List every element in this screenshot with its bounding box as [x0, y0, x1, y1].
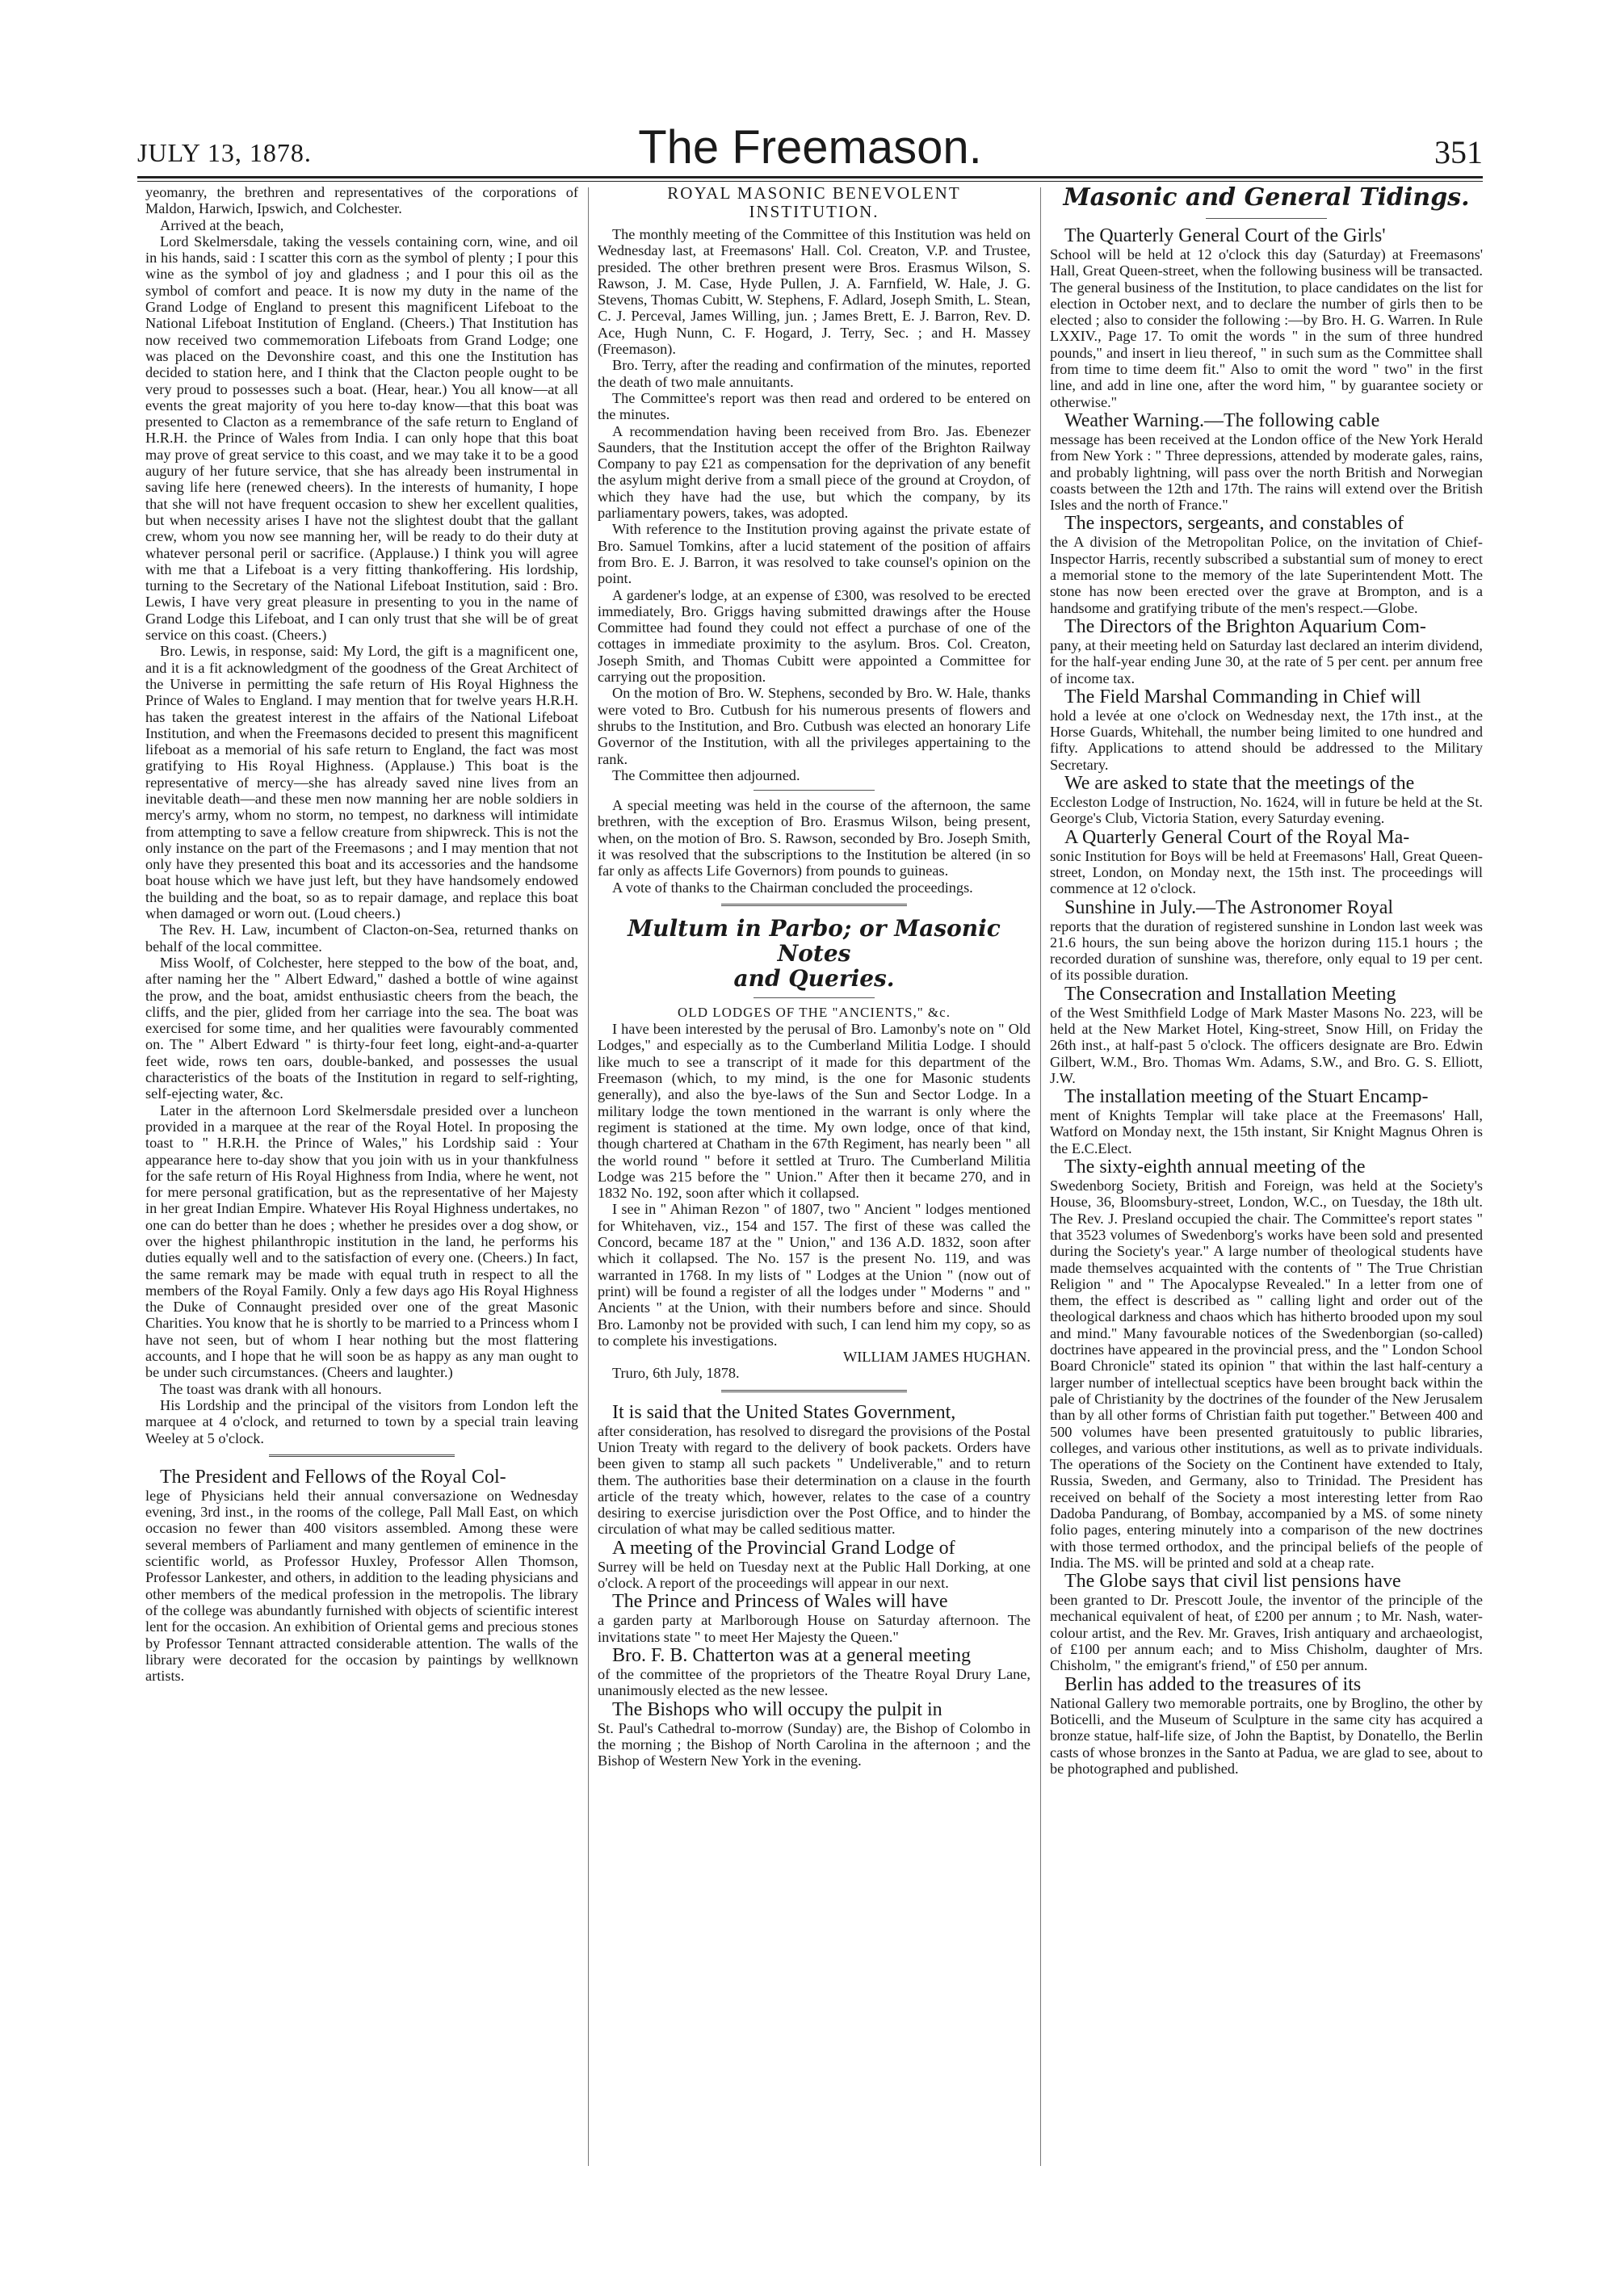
article-paragraph: I see in " Ahiman Rezon " of 1807, two " Ancient " lodges mentioned for Whitehaven, viz., 154 and 157. The first of these was called the Concord, became 187 at the " Union," and 136 A.D. 1832, soon after which it collapsed. The No. 157 is the present No. 119, and was warranted in 1768. In my lists of " Lodges at the Union " (now out of print) will be found a register of all the lodges under " Moderns " and " Ancients " at the Union, with their numbers before and since. Should Bro. Lamonby not be provided with such, I can lend him my copy, so as to complete his investigations.	[598, 1201, 1031, 1349]
news-item-lead: Weather Warning.—The following cable	[1064, 409, 1380, 431]
news-item-body: of the committee of the proprietors of the Theatre Royal Drury Lane, unanimously elected as the new lessee.	[598, 1665, 1031, 1699]
masthead-rule-thin	[137, 181, 1483, 182]
title-divider	[1206, 218, 1327, 219]
news-item-lead: It is said that the United States Government,	[612, 1401, 956, 1423]
article-paragraph: A vote of thanks to the Chairman concluded the proceedings.	[612, 879, 973, 896]
news-item-body: pany, at their meeting held on Saturday last declared an interim dividend, for the half-year ending June 30, at the rate of 5 per cent. per annum free of income tax.	[1050, 636, 1483, 686]
news-item	[1050, 513, 1483, 615]
news-item-lead: The Quarterly General Court of the Girls'	[1064, 225, 1386, 246]
article-paragraph: Bro. Lewis, in response, said: My Lord, the gift is a magnificent one, and it is a fit acknowledgment of the goodness of the Great Architect of the Universe in permitting the safe return of His Royal Highness the Prince of Wales to England. I may mention that for twelve years H.R.H. has taken the greatest interest in the affairs of the National Lifeboat Institution, and when the Freemasons decided to present this magnificent lifeboat as a memorial of his safe return to England, the fact was most gratifying to His Royal Highness. (Applause.) This boat is the representative of mercy—she has already saved nine lives from an inevitable death—and these men now manning her are noble soldiers in mercy's army, whom no storm, no tempest, no darkness will intimidate from attempting to save a fellow creature from shipwreck. This is not the only instance on the part of the Freemasons ; and I may mention that not only have they presented this boat and its accessories and the handsome boat house which we have just left, but they have handsomely endowed the building and the boat, so as to repair damage, and replace this boat when damaged or worn out. (Loud cheers.)	[145, 643, 578, 922]
article-paragraph: With reference to the Institution proving against the private estate of Bro. Samuel Tomkins, after a lucid statement of the position of affairs from Bro. E. J. Barron, it was resolved to take counsel's opinion on the point.	[598, 521, 1031, 587]
news-item-body: a garden party at Marlborough House on Saturday afternoon. The invitations state " to meet Her Majesty the Queen."	[598, 1612, 1031, 1645]
news-item	[1050, 1571, 1483, 1673]
column-1	[145, 184, 578, 2252]
news-item-body: been granted to Dr. Prescott Joule, the inventor of the principle of the mechanical equivalent of heat, of £200 per annum ; to Mr. Nash, water-colour artist, and the Rev. Mr. Graves, Irish antiquary and archaeologist, of £100 per annum each; and to Miss Chisholm, daughter of Mrs. Chisholm, " the emigrant's friend," of £50 per annum.	[1050, 1592, 1483, 1674]
news-item-body: Eccleston Lodge of Instruction, No. 1624, will in future be held at the St. George's Club, Victoria Station, every Saturday evening.	[1050, 794, 1483, 827]
article-paragraph: Lord Skelmersdale, taking the vessels containing corn, wine, and oil in his hands, said : I scatter this corn as the symbol of plenty ; I pour this wine as the symbol of joy and gladness ; and I pour this oil as the symbol of comfort and peace. It is now my duty in the name of the Grand Lodge of England to present this magnificent Lifeboat to the National Lifeboat Institution of England. (Cheers.) That Institution has now received two commemoration Lifeboats from Grand Lodge; one was placed on the Devonshire coast, and this one the Institution has decided to station here, and I think that the Clacton people ought to be very proud to possesses such a boat. (Hear, hear.) You all know—at all events the great majority of you here to-day know—that this boat was presented to Clacton as a remembrance of the safe return to England of H.R.H. the Prince of Wales from India. I can only hope that this boat may prove of great service to this coast, and we may take it to be a good augury of her future service, that she has already been instrumental in saving life here (renewed cheers). In the interests of humanity, I hope that she will not have frequent occasion to shew her excellent qualities, but when necessity arises I have not the slightest doubt that the gallant crew, whom you now see manning her, will be ready to do their duty at whatever personal peril or sacrifice. (Applause.) I think you will agree with me that a Lifeboat is a very fitting thankoffering. His lordship, turning to the Secretary of the National Lifeboat Institution, said : Bro. Lewis, I have very great pleasure in presenting to you in the name of Grand Lodge this Lifeboat, and I can only trust that she will be of great service on this coast. (Cheers.)	[145, 233, 578, 644]
article-paragraph: yeomanry, the brethren and representatives of the corporations of Maldon, Harwich, Ipswich, and Colchester.	[145, 184, 578, 217]
section-divider	[721, 1390, 907, 1394]
section-divider	[721, 904, 907, 908]
news-item	[1050, 225, 1483, 410]
section-title-line-2: and Queries.	[733, 964, 895, 992]
masthead	[137, 121, 1483, 174]
news-item	[1050, 1674, 1483, 1777]
article-paragraph: Miss Woolf, of Colchester, here stepped to the bow of the boat, and, after naming her the " Albert Edward," dashed a bottle of wine against the prow, and the boat, amidst enthusiastic cheers from the beach, the cliffs, and the pier, glided from her carriage into the sea. The boat was exercised for some time, and her qualities were favourably commented on. The " Albert Edward " is thirty-four feet long, eight-and-a-quarter feet wide, rows ten oars, double-banked, and possesses the usual characteristics of the boats of the Institution in regard to self-righting, self-ejecting water, &c.	[145, 954, 578, 1102]
news-item-body: sonic Institution for Boys will be held at Freemasons' Hall, Great Queen-street, London, on Monday next, the 15th inst. The proceedings will commence at 12 o'clock.	[1050, 847, 1483, 897]
news-item-body: the A division of the Metropolitan Police, on the invitation of Chief-Inspector Harris, recently subscribed a substantial sum of money to erect a memorial stone to the memory of the late Superintendent Mott. The stone has now been erected over the grave at Brompton, and is a handsome and gratifying tribute of the men's respect.—Globe.	[1050, 534, 1483, 616]
news-item	[1050, 1156, 1483, 1571]
column-rule	[588, 187, 589, 2166]
news-item	[1050, 1086, 1483, 1156]
news-item-body: reports that the duration of registered sunshine in London last week was 21.6 hours, the sun being above the horizon during 115.1 hours ; the recorded duration of sunshine was, therefore, only equal to 19 per cent. of its possible duration.	[1050, 917, 1483, 984]
column-2	[598, 184, 1031, 2252]
article-paragraph: I have been interested by the perusal of Bro. Lamonby's note on " Old Lodges," and especially as to the Cumberland Militia Lodge. I should like much to see a transcript of it made for this department of the Freemason (which, to my mind, is the one for Masonic students generally), and also the bye-laws of the Sun and Sector Lodge. In a military lodge the town mentioned in the warrant is only where the regiment is stationed at the time. My own lodge, once of that kind, though chartered at Chatham in the 67th Regiment, has nearly been " all the world round " before it settled at Truro. The Cumberland Militia Lodge was 215 before the " Union." After then it became 270, and in 1832 No. 192, soon after which it collapsed.	[598, 1021, 1031, 1202]
news-item-body: Swedenborg Society, British and Foreign, was held at the Society's House, 36, Bloomsbury-street, London, W.C., on Tuesday, the 18th ult. The Rev. J. Presland occupied the chair. The Committee's report states " that 3523 volumes of Swedenborg's works have been sold and presented during the Society's year." A large number of theological students have made themselves acquainted with the contents of " The True Christian Religion " and " The Apocalypse Revealed." In a letter from one of them, the effect is described as " calling light and order out of the theological darkness and chaos which has hitherto brooded upon my soul and mind." Many favourable notices of the Swedenborgian (so-called) doctrines have appeared in the provincial press, and the " London School Board Chronicle" stated its opinion " that within the last half-century a larger number of intellectual sceptics have been brought back within the pale of Christianity by the doctrines of the founder of the New Jerusalem than by all other forms of Christian faith put together." Between 400 and 500 volumes have been presented gratuitously to public libraries, colleges, and various other institutions, as well as to private individuals. The operations of the Society on the Continent have extended to Italy, Russia, Sweden, and Germany, also to Trinidad. The President has received on behalf of the Society a most interesting letter from Rao Dadoba Pandurang, of Bombay, accompanied by a MS. of some ninety folio pages, entering minutely into a comparison of the new doctrines with those termed orthodox, and the principal beliefs of the people of India. The MS. will be printed and sold at a cheap rate.	[1050, 1177, 1483, 1571]
news-item-body: School will be held at 12 o'clock this day (Saturday) at Freemasons' Hall, Great Queen-street, when the following business will be transacted. The general business of the Institution, to place candidates on the list for election in October next, and to declare the number of girls then to be elected ; also to consider the following :—by Bro. H. G. Warren. In Rule LXXIV., Page 17. To omit the words " in the sum of three hundred pounds," and insert in lieu thereof, " in such sum as the Committee shall from time to time deem fit." Also to omit the word " two" in the first line, and add in line one, after the word him, " by guarantee society or otherwise."	[1050, 246, 1483, 410]
news-item	[1050, 616, 1483, 686]
article-paragraph: Bro. Terry, after the reading and confirmation of the minutes, reported the death of two male annuitants.	[598, 357, 1031, 390]
author-signature: WILLIAM JAMES HUGHAN.	[842, 1349, 1031, 1366]
news-item	[1050, 773, 1483, 827]
news-item-lead: The inspectors, sergeants, and constables of	[1064, 513, 1404, 535]
news-item-lead: The installation meeting of the Stuart Encamp-	[1064, 1086, 1429, 1108]
article-paragraph: Later in the afternoon Lord Skelmersdale presided over a luncheon provided in a marquee at the rear of the Royal Hotel. In proposing the toast to " H.R.H. the Prince of Wales," his Lordship said : Your appearance here to-day show that you join with us in your thankfulness for the safe return of His Royal Highness from India, where he went, not for mere personal gratification, but as the representative of her Majesty in her great Indian Empire. Whatever His Royal Highness undertakes, no one can do better than he does ; whether he presides over a dog show, or over the highest philanthropic institution in the land, he performs his duties equally well and to the satisfaction of every one. (Cheers.) In fact, the same remark may be made with equal truth in respect to all the members of the Royal Family. Only a few days ago His Royal Highness the Duke of Connaught presided over one of the great Masonic Charities. You know that he is shortly to be married to a Princess whom I have not seen, but of whom I hear nothing but the most flattering accounts, and I hope that he will soon be as happy as any man ought to be under such circumstances. (Cheers and laughter.)	[145, 1102, 578, 1381]
news-item-lead: A Quarterly General Court of the Royal Ma-	[1064, 826, 1410, 848]
article-heading: OLD LODGES OF THE "ANCIENTS," &c.	[678, 1004, 951, 1020]
news-item-body: Surrey will be held on Tuesday next at the Public Hall Dorking, at one o'clock. A report of the proceedings will appear in our next.	[598, 1558, 1031, 1592]
article-paragraph: His Lordship and the principal of the visitors from London left the marquee at 4 o'clock, and returned to town by a special train leaving Weeley at 5 o'clock.	[145, 1396, 578, 1446]
news-item-body: lege of Physicians held their annual conversazione on Wednesday evening, 3rd inst., in the rooms of the college, Pall Mall East, on which occasion no fewer than 400 visitors assembled. Among these were several members of Parliament and many gentlemen of eminence in the scientific world, as Professor Huxley, Professor Allen Thomson, Professor Lankester, and others, in addition to the leading physicians and other members of the medical profession in the metropolis. The library of the college was abundantly furnished with objects of scientific interest lent for the occasion. An exhibition of Oriental gems and precious stones by Professor Tennant attracted considerable attention. The walls of the library were decorated for the occasion by paintings by wellknown artists.	[145, 1487, 578, 1685]
news-item-lead: The President and Fellows of the Royal Col-	[160, 1466, 506, 1488]
news-item-lead: Bro. F. B. Chatterton was at a general meeting	[612, 1644, 971, 1666]
masthead-rule	[137, 176, 1483, 178]
news-item-lead: The Globe says that civil list pensions have	[1064, 1571, 1401, 1593]
news-item	[1050, 984, 1483, 1086]
section-title: Masonic and General Tidings.	[1063, 184, 1470, 212]
article-paragraph: On the motion of Bro. W. Stephens, seconded by Bro. W. Hale, thanks were voted to Bro. Cutbush for his numerous presents of flowers and shrubs to the Institution, and Bro. Cutbush was elected an honorary Life Governor of the Institution, with all the privileges appertaining to the rank.	[598, 685, 1031, 767]
article-paragraph: A special meeting was held in the course of the afternoon, the same brethren, with the exception of Bro. Erasmus Wilson, being present, when, on the motion of Bro. S. Rawson, seconded by Bro. Joseph Smith, it was resolved that the subscriptions to the Institution be altered (in so far only as affects Life Governors) from pounds to guineas.	[598, 797, 1031, 879]
article-paragraph: The monthly meeting of the Committee of this Institution was held on Wednesday last, at Freemasons' Hall. Col. Creaton, V.P. and Trustee, presided. The other brethren present were Bros. Erasmus Wilson, S. Rawson, J. M. Case, Hyde Pullen, J. A. Farnfield, W. Hale, J. G. Stevens, Thomas Cubitt, W. Stephens, F. Adlard, Joseph Smith, L. Stean, C. J. Perceval, James Willing, jun. ; James Brett, E. J. Barron, Rev. D. Ace, Hugh Nunn, C. F. Hogard, J. Terry, Sec. ; and H. Massey (Freemason).	[598, 226, 1031, 358]
article-paragraph: The toast was drank with all honours.	[160, 1380, 382, 1397]
news-item-lead: The sixty-eighth annual meeting of the	[1064, 1156, 1366, 1178]
article-paragraph: A gardener's lodge, at an expense of £300, was resolved to be erected immediately, Bro. Griggs having submitted drawings after the House Committee had found they could not effect a purchase of one of the cottages in immediate proximity to the asylum. Bros. Col. Creaton, Joseph Smith, and Thomas Cubitt were appointed a Committee for carrying out the proposition.	[598, 586, 1031, 686]
news-item-body: hold a levée at one o'clock on Wednesday next, the 17th inst., at the Horse Guards, Whitehall, the number being limited to one hundred and fifty. Applications to attend should be addressed to the Military Secretary.	[1050, 707, 1483, 773]
news-item-lead: We are asked to state that the meetings of the	[1064, 773, 1415, 795]
article-paragraph: The Committee's report was then read and ordered to be entered on the minutes.	[598, 389, 1031, 423]
article-paragraph: A recommendation having been received from Bro. Jas. Ebenezer Saunders, that the Institution accept the offer of the Brighton Railway Company to pay £21 as compensation for the deprivation of any benefit the asylum might derive from a small piece of the ground at Croydon, of which they have had the use, but which the company, by its parliamentary powers, takes, was adopted.	[598, 422, 1031, 522]
newspaper-title: The Freemason.	[638, 121, 982, 174]
news-item-body: ment of Knights Templar will take place at the Freemasons' Hall, Watford on Monday next, the 15th instant, Sir Knight Magnus Ohren is the E.C.Elect.	[1050, 1107, 1483, 1156]
section-subheading: INSTITUTION.	[749, 202, 879, 221]
news-item-lead: Berlin has added to the treasures of its	[1064, 1673, 1362, 1695]
section-divider	[269, 1454, 455, 1459]
news-item-lead: Sunshine in July.—The Astronomer Royal	[1064, 896, 1394, 918]
section-divider	[754, 790, 875, 791]
page-number: 351	[1434, 134, 1483, 170]
article-paragraph: Arrived at the beach,	[160, 216, 284, 233]
news-item	[1050, 897, 1483, 984]
news-item-lead: A meeting of the Provincial Grand Lodge of	[612, 1537, 955, 1559]
issue-date: JULY 13, 1878.	[137, 138, 312, 167]
news-item-body: after consideration, has resolved to disregard the provisions of the Postal Union Treaty with regard to the delivery of book packets. Orders have been given to stamp all such packets " Undeliverable," and to return them. The authorities base their determination on a clause in the fourth article of the treaty which, however, relates to the case of a country desiring to exercise jurisdiction over the Post Office, and to hinder the circulation of what may be called seditious matter.	[598, 1422, 1031, 1538]
news-item	[1050, 686, 1483, 773]
news-item-body: National Gallery two memorable portraits, one by Broglino, the other by Boticelli, and the Museum of Sculpture in the same city has acquired a bronze statue, half-life size, of John the Baptist, by Donatello, the Berlin casts of whose bronzes in the Santo at Padua, we are glad to see, about to be photographed and published.	[1050, 1694, 1483, 1777]
news-item-body: of the West Smithfield Lodge of Mark Master Masons No. 223, will be held at the New Market Hotel, King-street, Snow Hill, on Friday the 26th inst., at half-past 5 o'clock. The officers designate are Bro. Edwin Gilbert, W.M., Bro. Thomas Wm. Adams, S.W., and Bro. G. S. Elliott, J.W.	[1050, 1004, 1483, 1086]
news-item-lead: The Bishops who will occupy the pulpit in	[612, 1698, 942, 1720]
section-heading: ROYAL MASONIC BENEVOLENT	[667, 184, 961, 203]
title-divider	[754, 997, 875, 998]
news-item-body: message has been received at the London office of the New York Herald from New York : " Three depressions, attended by moderate gales, rains, and probably lightning, will pass over the north British and Norwegian coasts between the 12th and 17th. The rains will extend over the British Isles and the north of France."	[1050, 430, 1483, 514]
news-item-lead: The Prince and Princess of Wales will have	[612, 1591, 948, 1613]
section-title: Multum in Parbo; or Masonic Notes	[628, 914, 1001, 967]
dateline: Truro, 6th July, 1878.	[612, 1365, 740, 1382]
news-item-lead: The Directors of the Brighton Aquarium Com-	[1064, 615, 1426, 637]
column-3	[1050, 184, 1483, 2252]
news-item-lead: The Consecration and Installation Meeting	[1064, 983, 1396, 1005]
news-item-body: St. Paul's Cathedral to-morrow (Sunday) are, the Bishop of Colombo in the morning ; the Bishop of North Carolina in the afternoon ; and the Bishop of Western New York in the evening.	[598, 1719, 1031, 1769]
article-paragraph: The Committee then adjourned.	[612, 766, 800, 783]
news-item	[1050, 410, 1483, 513]
column-rule	[1040, 187, 1041, 2166]
news-item	[1050, 827, 1483, 897]
article-paragraph: The Rev. H. Law, incumbent of Clacton-on-Sea, returned thanks on behalf of the local committee.	[145, 921, 578, 955]
news-item-lead: The Field Marshal Commanding in Chief will	[1064, 686, 1421, 707]
